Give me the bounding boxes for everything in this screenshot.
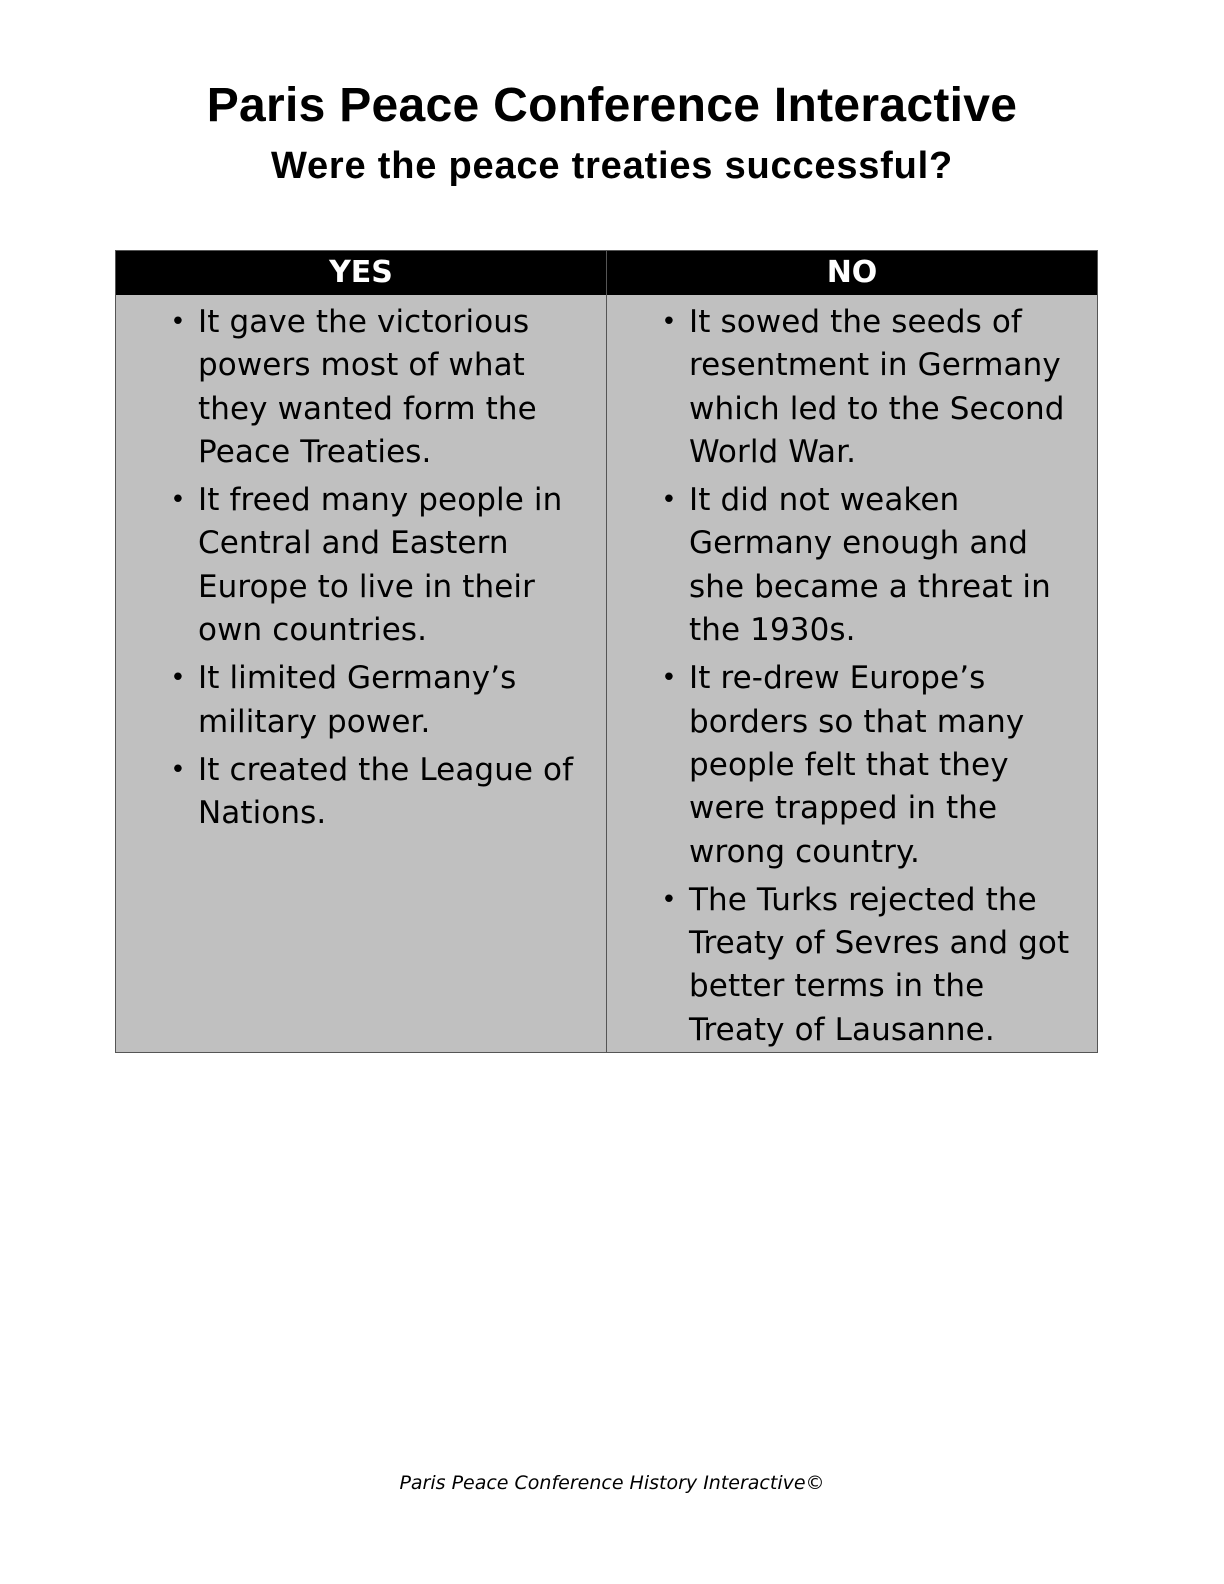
page-subtitle: Were the peace treaties successful?	[270, 145, 954, 187]
yes-no-table	[115, 250, 1098, 1053]
list-item-text: It created the League of Nations.	[198, 751, 574, 832]
no-list	[607, 295, 1097, 1052]
list-item-text: It limited Germany’s military power.	[198, 660, 517, 740]
list-item-text: It did not weaken Germany enough and she became a threat in the 1930s.	[689, 482, 1051, 649]
yes-column	[116, 251, 606, 1052]
page-title: Paris Peace Conference Interactive	[206, 79, 1018, 132]
bullet-icon: •	[170, 754, 186, 785]
bullet-icon: •	[661, 884, 677, 915]
list-item	[116, 657, 606, 744]
list-item	[116, 301, 606, 474]
page-footer: Paris Peace Conference History Interactive©	[399, 1472, 825, 1494]
list-item	[607, 879, 1097, 1052]
bullet-icon: •	[170, 485, 186, 516]
yes-column-heading: YES	[116, 251, 606, 295]
bullet-icon: •	[661, 307, 677, 337]
no-column	[607, 251, 1097, 1052]
list-item	[607, 657, 1097, 873]
list-item	[607, 301, 1097, 474]
list-item-text: It sowed the seeds of resentment in Germany which led to the Second World War.	[689, 304, 1065, 470]
no-column-heading: NO	[607, 251, 1097, 295]
list-item	[116, 749, 606, 836]
list-item-text: It re-drew Europe’s borders so that many people felt that they were trapped in the wrong country.	[689, 660, 1025, 870]
yes-list	[116, 295, 606, 836]
list-item-text: The Turks rejected the Treaty of Sevres and got better terms in the Treaty of Lausanne.	[689, 881, 1070, 1048]
list-item	[116, 479, 606, 652]
list-item-text: It freed many people in Central and Eastern Europe to live in their own countries.	[198, 482, 563, 649]
bullet-icon: •	[170, 663, 186, 694]
bullet-icon: •	[661, 485, 677, 516]
bullet-icon: •	[661, 663, 677, 694]
list-item	[607, 479, 1097, 652]
bullet-icon: •	[170, 307, 186, 337]
list-item-text: It gave the victorious powers most of what they wanted form the Peace Treaties.	[198, 304, 537, 470]
